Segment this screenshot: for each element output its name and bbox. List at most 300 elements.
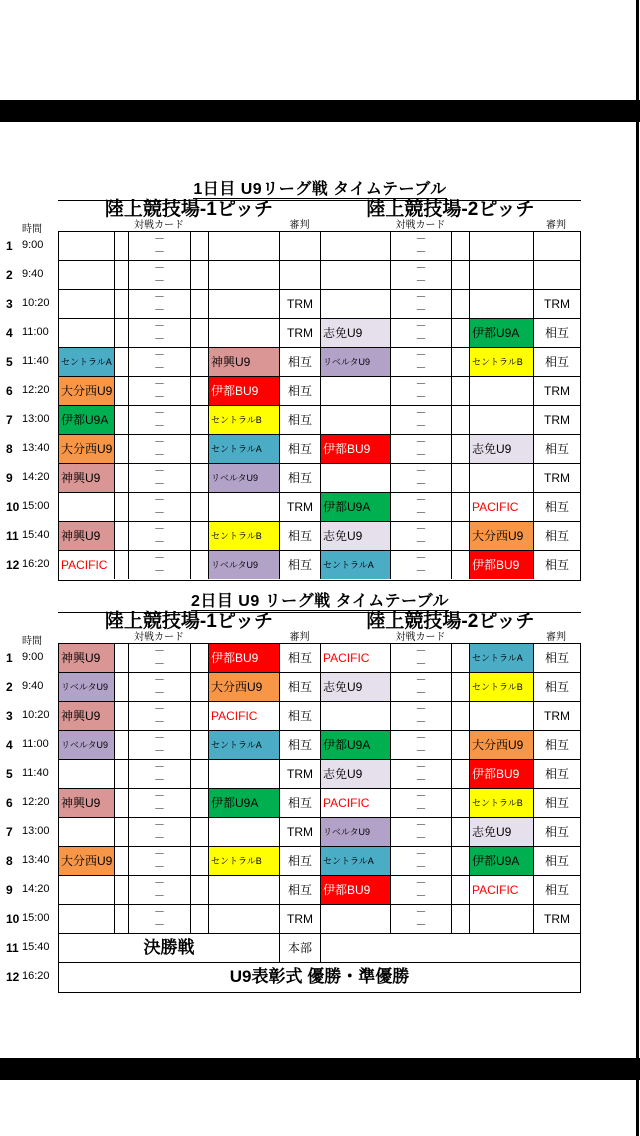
- schedule-row: [59, 464, 580, 493]
- referee-cell: TRM: [544, 413, 570, 427]
- spacer-cell: [452, 551, 470, 579]
- vs-dash-bottom: －: [154, 890, 165, 902]
- spacer-cell: [115, 232, 129, 260]
- schedule-row: [59, 760, 580, 789]
- vs-dash-top: －: [154, 819, 165, 831]
- vs-dash-top: －: [154, 262, 165, 274]
- schedule-row: [59, 435, 580, 464]
- vs-dash-bottom: －: [154, 275, 165, 287]
- referee-cell: TRM: [544, 471, 570, 485]
- spacer-cell: [452, 290, 470, 318]
- spacer-cell: [191, 261, 209, 289]
- vs-dash-top: －: [154, 378, 165, 390]
- pitch1-header: 陸上競技場‐1ピッチ: [58, 612, 320, 630]
- spacer-cell: [452, 789, 470, 817]
- vs-dash-bottom: －: [154, 687, 165, 699]
- spacer-cell: [452, 348, 470, 376]
- vs-dash-top: －: [415, 262, 427, 274]
- vs-dash-bottom: －: [415, 565, 427, 577]
- vs-dash-top: －: [415, 877, 427, 889]
- team-cell: [321, 406, 391, 434]
- spacer-cell: [115, 464, 129, 492]
- slot-time: 13:00: [22, 825, 50, 837]
- slot-number: 6: [6, 384, 13, 398]
- slot-number: 4: [6, 326, 13, 340]
- schedule-grid: [58, 231, 581, 581]
- spacer-cell: [191, 435, 209, 463]
- vs-dash-bottom: －: [415, 919, 427, 931]
- referee-cell: 相互: [280, 789, 321, 817]
- ref-header-pitch1: 審判: [289, 632, 310, 643]
- vs-separator: [391, 731, 452, 759]
- vs-separator: [391, 847, 452, 875]
- schedule-row: [59, 789, 580, 818]
- team-cell: 志免U9: [321, 522, 391, 550]
- team-cell: セントラルA: [321, 551, 391, 579]
- time-row: [0, 875, 58, 904]
- spacer-cell: [191, 731, 209, 759]
- referee-cell: 相互: [544, 326, 569, 340]
- time-row: [0, 933, 58, 962]
- team-cell: [470, 232, 534, 260]
- spacer-cell: [115, 290, 129, 318]
- team-cell: リベルタU9: [59, 731, 115, 759]
- slot-number: 9: [6, 471, 13, 485]
- team-cell: セントラルA: [209, 731, 280, 759]
- time-row: [0, 730, 58, 759]
- time-header: 時間: [22, 224, 42, 235]
- vs-separator: [391, 406, 452, 434]
- vs-dash-bottom: －: [154, 333, 165, 345]
- team-cell: 大分西U9: [209, 673, 280, 701]
- team-cell: [209, 818, 280, 846]
- team-cell: [470, 905, 534, 933]
- team-cell: 伊都BU9: [470, 551, 534, 579]
- vs-separator: [391, 876, 452, 904]
- vs-dash-bottom: －: [154, 658, 165, 670]
- referee-cell: [280, 232, 321, 260]
- referee-cell: TRM: [544, 709, 570, 723]
- vs-dash-top: －: [154, 436, 165, 448]
- vs-dash-top: －: [415, 732, 427, 744]
- referee-cell: 相互: [544, 442, 569, 456]
- slot-time: 14:20: [22, 883, 50, 895]
- slot-number: 7: [6, 413, 13, 427]
- referee-cell: 相互: [544, 854, 569, 868]
- vs-separator: [391, 232, 452, 260]
- slot-time: 11:00: [22, 326, 49, 338]
- vs-dash-bottom: －: [415, 333, 427, 345]
- spacer-cell: [191, 818, 209, 846]
- slot-number: 12: [6, 970, 20, 984]
- slot-number: 11: [6, 941, 19, 955]
- vs-dash-top: －: [415, 674, 427, 686]
- vs-dash-bottom: －: [154, 449, 165, 461]
- vs-dash-bottom: －: [154, 536, 165, 548]
- card-header-pitch1: 対戦カード: [134, 632, 184, 643]
- slot-time: 11:40: [22, 767, 49, 779]
- vs-separator: [129, 377, 191, 405]
- referee-cell: [280, 261, 321, 289]
- schedule-row: [59, 406, 580, 435]
- spacer-cell: [191, 789, 209, 817]
- vs-dash-bottom: －: [154, 420, 165, 432]
- pitch2-header: 陸上競技場‐2ピッチ: [320, 200, 581, 218]
- spacer-cell: [115, 818, 129, 846]
- spacer-cell: [115, 702, 129, 730]
- spacer-cell: [452, 760, 470, 788]
- spacer-cell: [191, 319, 209, 347]
- vs-separator: [129, 876, 191, 904]
- time-row: [0, 231, 58, 260]
- referee-cell: 相互: [280, 522, 321, 550]
- slot-number: 6: [6, 796, 13, 810]
- vs-dash-bottom: －: [415, 420, 427, 432]
- referee-cell: TRM: [544, 297, 570, 311]
- team-cell: セントラルB: [209, 522, 280, 550]
- spacer-cell: [452, 319, 470, 347]
- team-cell: [470, 464, 534, 492]
- vs-separator: [129, 673, 191, 701]
- slot-time: 11:40: [22, 355, 49, 367]
- schedule-row: [59, 731, 580, 760]
- team-cell: 志免U9: [321, 673, 391, 701]
- vs-dash-bottom: －: [154, 507, 165, 519]
- time-row: [0, 521, 58, 550]
- spacer-cell: [115, 876, 129, 904]
- spacer-cell: [191, 290, 209, 318]
- team-cell: 伊都BU9: [321, 876, 391, 904]
- vs-dash-bottom: －: [415, 304, 427, 316]
- team-cell: [209, 876, 280, 904]
- vs-dash-bottom: －: [415, 362, 427, 374]
- slot-time: 10:20: [22, 297, 50, 309]
- team-cell: [59, 760, 115, 788]
- team-cell: [321, 702, 391, 730]
- slot-time: 15:00: [22, 912, 50, 924]
- team-cell: リベルタU9: [59, 673, 115, 701]
- referee-cell: 相互: [544, 558, 569, 572]
- slot-number: 4: [6, 738, 13, 752]
- vs-dash-bottom: －: [415, 861, 427, 873]
- team-cell: [59, 261, 115, 289]
- team-cell: PACIFIC: [59, 551, 115, 579]
- vs-dash-top: －: [415, 848, 427, 860]
- vs-dash-top: －: [154, 494, 165, 506]
- team-cell: [209, 232, 280, 260]
- top-black-bar: [0, 100, 640, 122]
- schedule-row: [59, 522, 580, 551]
- referee-cell: 相互: [280, 876, 321, 904]
- time-row: [0, 788, 58, 817]
- spacer-cell: [452, 644, 470, 672]
- team-cell: PACIFIC: [321, 789, 391, 817]
- slot-number: 3: [6, 297, 13, 311]
- referee-cell: TRM: [280, 818, 321, 846]
- schedule-title-text: 1日目 U9リーグ戦 タイムテーブル: [193, 181, 447, 198]
- team-cell: PACIFIC: [321, 644, 391, 672]
- schedule-row: [59, 963, 580, 992]
- schedule-title: [0, 180, 640, 200]
- slot-time: 16:20: [22, 970, 50, 982]
- slot-number: 5: [6, 355, 13, 369]
- vs-dash-top: －: [415, 552, 427, 564]
- vs-dash-top: －: [154, 645, 165, 657]
- time-row: [0, 318, 58, 347]
- referee-cell: 相互: [280, 348, 321, 376]
- vs-dash-bottom: －: [154, 565, 165, 577]
- referee-cell: 相互: [544, 529, 569, 543]
- ref-header-pitch2: 審判: [546, 632, 566, 643]
- team-cell: 大分西U9: [470, 522, 534, 550]
- vs-separator: [129, 847, 191, 875]
- team-cell: 伊都BU9: [209, 644, 280, 672]
- vs-dash-top: －: [154, 674, 165, 686]
- team-cell: 神興U9: [209, 348, 280, 376]
- spacer-cell: [115, 731, 129, 759]
- slot-number: 8: [6, 854, 13, 868]
- slot-time: 16:20: [22, 558, 50, 570]
- vs-dash-top: －: [415, 349, 427, 361]
- schedule-row: [59, 319, 580, 348]
- vs-dash-bottom: －: [415, 246, 427, 258]
- vs-separator: [129, 261, 191, 289]
- team-cell: [209, 290, 280, 318]
- vs-dash-bottom: －: [415, 832, 427, 844]
- vs-separator: [129, 435, 191, 463]
- vs-dash-top: －: [154, 233, 165, 245]
- spacer-cell: [452, 522, 470, 550]
- team-cell: 伊都BU9: [209, 377, 280, 405]
- schedule-row: [59, 905, 580, 934]
- vs-separator: [129, 319, 191, 347]
- team-cell: 大分西U9: [470, 731, 534, 759]
- team-cell: 伊都U9A: [470, 319, 534, 347]
- team-cell: [59, 905, 115, 933]
- vs-dash-bottom: －: [154, 304, 165, 316]
- slot-time: 9:40: [22, 268, 44, 280]
- vs-separator: [391, 435, 452, 463]
- schedule-row: [59, 934, 580, 963]
- vs-dash-bottom: －: [415, 716, 427, 728]
- schedule-row: [59, 702, 580, 731]
- spacer-cell: [452, 464, 470, 492]
- team-cell: リベルタU9: [321, 348, 391, 376]
- slot-number: 10: [6, 912, 20, 926]
- spacer-cell: [191, 847, 209, 875]
- team-cell: [321, 232, 391, 260]
- spacer-cell: [452, 406, 470, 434]
- schedule-row: [59, 261, 580, 290]
- vs-dash-bottom: －: [415, 536, 427, 548]
- referee-cell: 相互: [280, 702, 321, 730]
- spacer-cell: [115, 551, 129, 579]
- vs-separator: [391, 464, 452, 492]
- team-cell: [59, 290, 115, 318]
- vs-dash-bottom: －: [154, 861, 165, 873]
- referee-cell: [534, 261, 580, 289]
- vs-dash-bottom: －: [154, 391, 165, 403]
- spacer-cell: [191, 522, 209, 550]
- team-cell: セントラルA: [470, 644, 534, 672]
- schedule-row: [59, 348, 580, 377]
- spacer-cell: [115, 348, 129, 376]
- vs-dash-bottom: －: [415, 507, 427, 519]
- team-cell: [321, 290, 391, 318]
- slot-time: 13:00: [22, 413, 50, 425]
- slot-time: 10:20: [22, 709, 50, 721]
- team-cell: セントラルB: [209, 406, 280, 434]
- vs-separator: [129, 731, 191, 759]
- team-cell: [209, 261, 280, 289]
- referee-cell: 相互: [280, 377, 321, 405]
- slot-number: 2: [6, 680, 13, 694]
- schedule-row: [59, 818, 580, 847]
- team-cell: [59, 818, 115, 846]
- vs-dash-bottom: －: [415, 745, 427, 757]
- spacer-cell: [452, 435, 470, 463]
- team-cell: 伊都U9A: [321, 493, 391, 521]
- spacer-cell: [115, 377, 129, 405]
- spacer-cell: [452, 232, 470, 260]
- card-header-pitch1: 対戦カード: [134, 220, 184, 231]
- team-cell: 伊都BU9: [470, 760, 534, 788]
- team-cell: 志免U9: [321, 319, 391, 347]
- vs-separator: [129, 789, 191, 817]
- referee-cell: 本部: [280, 934, 321, 962]
- ref-header-pitch2: 審判: [546, 220, 566, 231]
- referee-cell: 相互: [544, 825, 569, 839]
- spacer-cell: [191, 551, 209, 579]
- spacer-cell: [191, 406, 209, 434]
- spacer-cell: [115, 789, 129, 817]
- vs-dash-top: －: [154, 465, 165, 477]
- vs-dash-top: －: [415, 233, 427, 245]
- spacer-cell: [452, 818, 470, 846]
- time-row: [0, 260, 58, 289]
- vs-dash-top: －: [415, 320, 427, 332]
- vs-separator: [391, 644, 452, 672]
- spacer-cell: [452, 493, 470, 521]
- referee-cell: 相互: [544, 355, 569, 369]
- vs-separator: [391, 261, 452, 289]
- team-cell: 伊都BU9: [321, 435, 391, 463]
- team-cell: [59, 493, 115, 521]
- time-row: [0, 962, 58, 991]
- slot-time: 15:00: [22, 500, 50, 512]
- spacer-cell: [191, 905, 209, 933]
- pitch1-header: 陸上競技場‐1ピッチ: [58, 200, 320, 218]
- time-row: [0, 759, 58, 788]
- spacer-cell: [191, 348, 209, 376]
- team-cell: [470, 702, 534, 730]
- time-row: [0, 672, 58, 701]
- team-cell: 大分西U9: [59, 435, 115, 463]
- spacer-cell: [191, 673, 209, 701]
- spacer-cell: [115, 847, 129, 875]
- referee-cell: 相互: [544, 680, 569, 694]
- referee-cell: TRM: [280, 290, 321, 318]
- spacer-cell: [115, 760, 129, 788]
- referee-cell: 相互: [280, 551, 321, 579]
- team-cell: 神興U9: [59, 464, 115, 492]
- vs-dash-bottom: －: [415, 275, 427, 287]
- referee-cell: TRM: [544, 384, 570, 398]
- vs-dash-top: －: [154, 407, 165, 419]
- vs-dash-top: －: [154, 523, 165, 535]
- spacer-cell: [452, 905, 470, 933]
- vs-separator: [129, 551, 191, 579]
- team-cell: セントラルA: [321, 847, 391, 875]
- time-row: [0, 434, 58, 463]
- team-cell: [321, 464, 391, 492]
- vs-separator: [391, 522, 452, 550]
- spacer-cell: [115, 435, 129, 463]
- vs-dash-top: －: [154, 790, 165, 802]
- referee-cell: 相互: [544, 767, 569, 781]
- team-cell: PACIFIC: [209, 702, 280, 730]
- vs-dash-bottom: －: [415, 890, 427, 902]
- vs-dash-top: －: [415, 378, 427, 390]
- vs-dash-bottom: －: [415, 658, 427, 670]
- card-header-pitch2: 対戦カード: [395, 220, 446, 231]
- slot-time: 13:40: [22, 854, 50, 866]
- time-column: [0, 231, 58, 579]
- team-cell: セントラルA: [59, 348, 115, 376]
- spacer-cell: [191, 876, 209, 904]
- final-match-cell: 決勝戦: [59, 934, 280, 962]
- vs-dash-bottom: －: [154, 478, 165, 490]
- team-cell: 志免U9: [321, 760, 391, 788]
- vs-dash-top: －: [154, 349, 165, 361]
- vs-dash-top: －: [415, 761, 427, 773]
- team-cell: [321, 377, 391, 405]
- slot-number: 2: [6, 268, 13, 282]
- schedule-row: [59, 551, 580, 580]
- vs-separator: [391, 818, 452, 846]
- spacer-cell: [191, 464, 209, 492]
- vs-dash-bottom: －: [154, 246, 165, 258]
- team-cell: [209, 493, 280, 521]
- slot-time: 12:20: [22, 384, 50, 396]
- vs-dash-top: －: [415, 407, 427, 419]
- referee-cell: 相互: [280, 644, 321, 672]
- vs-separator: [391, 760, 452, 788]
- vs-separator: [391, 377, 452, 405]
- vs-separator: [391, 319, 452, 347]
- team-cell: [321, 905, 391, 933]
- slot-time: 9:00: [22, 651, 44, 663]
- time-row: [0, 405, 58, 434]
- team-cell: 大分西U9: [59, 377, 115, 405]
- vs-dash-bottom: －: [415, 449, 427, 461]
- referee-cell: TRM: [280, 493, 321, 521]
- vs-dash-top: －: [154, 703, 165, 715]
- schedule-row: [59, 644, 580, 673]
- vs-separator: [129, 760, 191, 788]
- referee-cell: 相互: [544, 883, 569, 897]
- time-row: [0, 492, 58, 521]
- referee-cell: TRM: [280, 905, 321, 933]
- referee-cell: TRM: [280, 319, 321, 347]
- team-cell: 伊都U9A: [209, 789, 280, 817]
- vs-dash-bottom: －: [415, 803, 427, 815]
- ceremony-cell: U9表彰式 優勝・準優勝: [229, 967, 410, 986]
- referee-cell: TRM: [544, 912, 570, 926]
- team-cell: セントラルB: [209, 847, 280, 875]
- vs-separator: [391, 673, 452, 701]
- team-cell: [59, 232, 115, 260]
